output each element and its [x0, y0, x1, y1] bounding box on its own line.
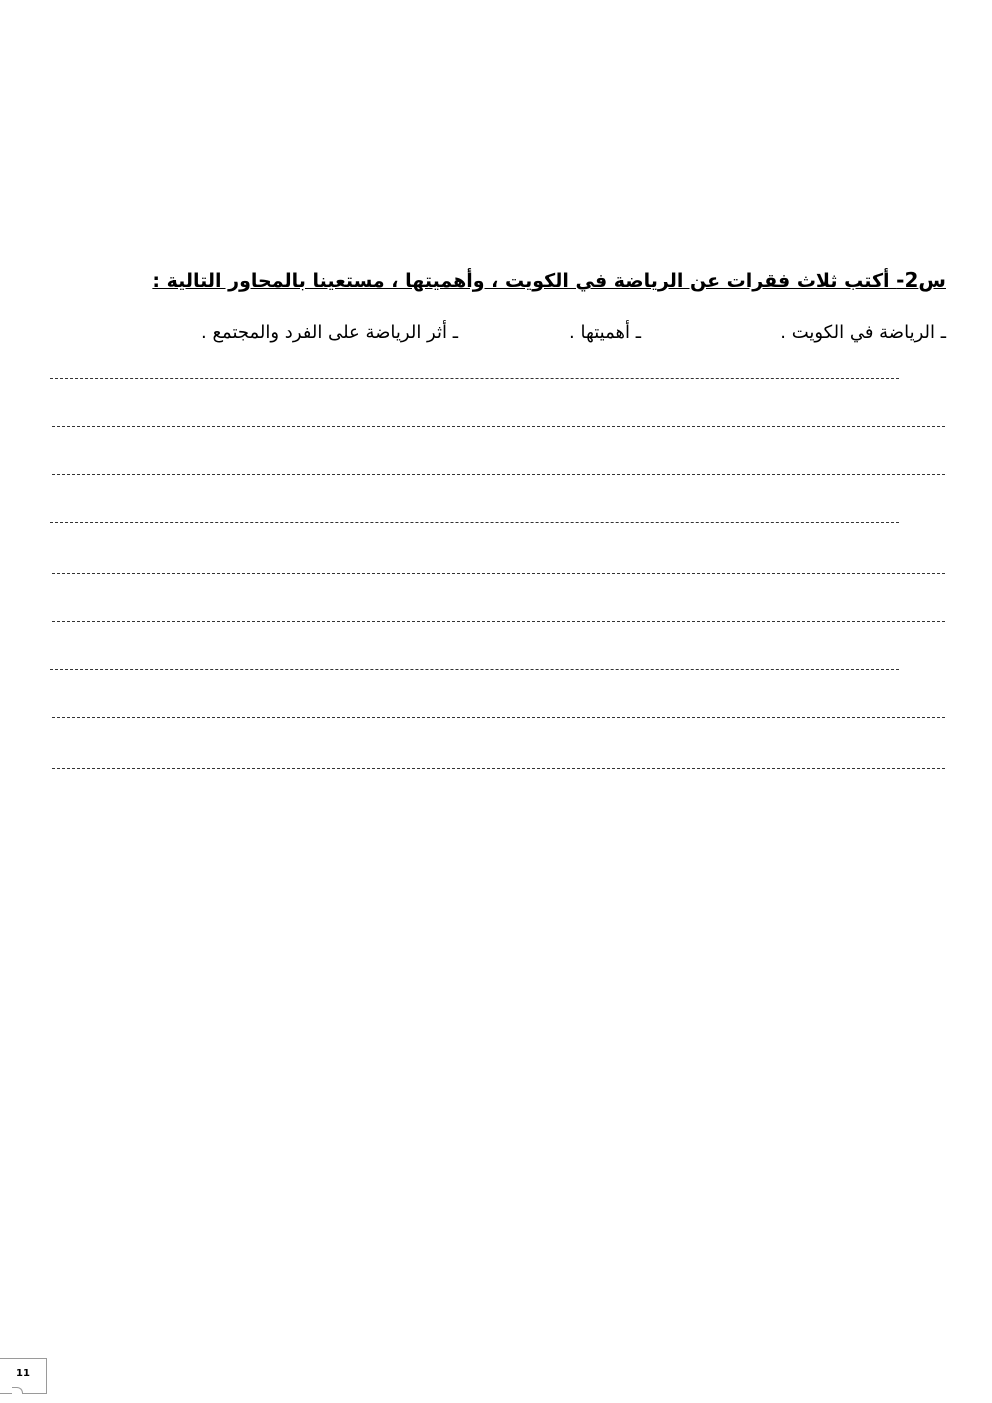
axis-item: ـ أثر الرياضة على الفرد والمجتمع . — [201, 322, 458, 343]
answer-line[interactable] — [50, 669, 899, 670]
page-number: 11 — [16, 1368, 30, 1379]
answer-line[interactable] — [50, 378, 899, 379]
answer-line[interactable] — [52, 426, 945, 427]
page-number-badge — [0, 1358, 47, 1394]
question-number: س2- — [896, 268, 946, 292]
answer-line[interactable] — [52, 573, 945, 574]
axes-list — [146, 318, 946, 348]
question-text: أكتب ثلاث فقرات عن الرياضة في الكويت ، وأهميتها ، مستعينا بالمحاور التالية : — [152, 270, 897, 292]
answer-line[interactable] — [52, 717, 945, 718]
answer-line[interactable] — [50, 522, 899, 523]
answer-line[interactable] — [52, 768, 945, 769]
answer-line[interactable] — [52, 474, 945, 475]
answer-line[interactable] — [52, 621, 945, 622]
axis-item: ـ أهميتها . — [569, 322, 641, 343]
axis-item: ـ الرياضة في الكويت . — [780, 322, 946, 343]
question-title — [152, 265, 946, 296]
